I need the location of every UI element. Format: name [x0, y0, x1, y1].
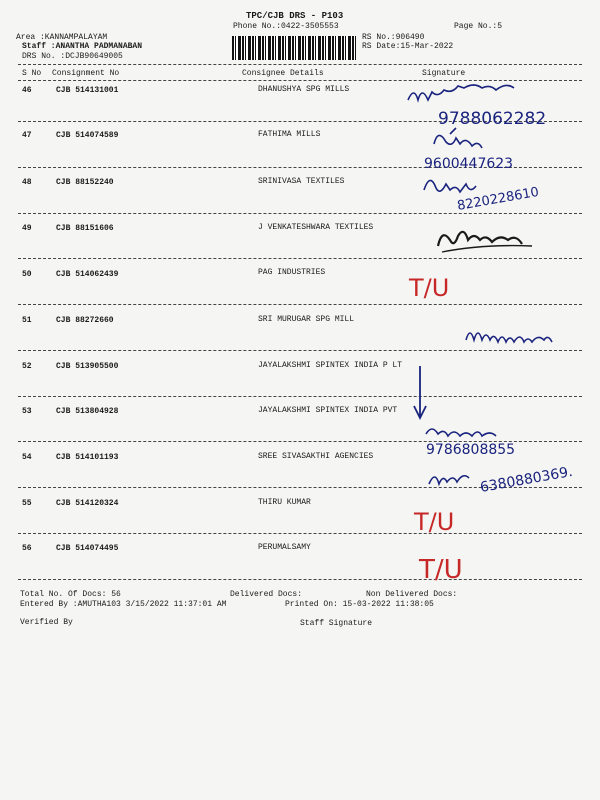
- tu-note-text: T/U: [419, 555, 463, 585]
- consignee-name: JAYALAKSHMI SPINTEX INDIA PVT: [258, 406, 398, 415]
- consignment-number: CJB 514120324: [56, 499, 119, 508]
- signature-row-48: [418, 170, 588, 214]
- consignee-name: SRINIVASA TEXTILES: [258, 177, 345, 186]
- header-rule-top: [18, 64, 582, 65]
- row-number: 46: [22, 86, 32, 95]
- consignment-number: CJB 88272660: [56, 316, 114, 325]
- consignment-number: CJB 88151606: [56, 224, 114, 233]
- tu-note-row-56: [415, 548, 495, 584]
- consignee-name: JAYALAKSHMI SPINTEX INDIA P LT: [258, 361, 403, 370]
- col-header-signature: Signature: [422, 69, 466, 78]
- row-number: 56: [22, 544, 32, 553]
- col-header-consignment: Consignment No: [52, 69, 120, 78]
- row-divider: [18, 258, 582, 259]
- delivered-docs: Delivered Docs:: [230, 590, 303, 599]
- consignment-number: CJB 88152240: [56, 178, 114, 187]
- consignee-name: J VENKATESHWARA TEXTILES: [258, 223, 374, 232]
- row-number: 49: [22, 224, 32, 233]
- staff-signature: Staff Signature: [300, 619, 373, 628]
- tu-note-text: T/U: [414, 508, 455, 536]
- consignee-name: THIRU KUMAR: [258, 498, 311, 507]
- non-delivered-docs: Non Delivered Docs:: [366, 590, 458, 599]
- page-number: Page No.:5: [454, 22, 503, 31]
- phone-text: 9788062282: [438, 109, 547, 129]
- signature-row-54: [425, 448, 600, 496]
- consignee-name: DHANUSHYA SPG MILLS: [258, 85, 350, 94]
- consignment-number: CJB 514062439: [56, 270, 119, 279]
- row-number: 54: [22, 453, 32, 462]
- tu-note-row-50: [405, 266, 475, 302]
- phone-number: Phone No.:0422-3505553: [233, 22, 339, 31]
- consignment-number: CJB 514074589: [56, 131, 119, 140]
- phone-text: 6380880369.: [478, 463, 574, 496]
- col-header-consignee: Consignee Details: [242, 69, 324, 78]
- rs-date: RS Date:15-Mar-2022: [362, 42, 454, 51]
- row-divider: [18, 304, 582, 305]
- consignment-number: CJB 513804928: [56, 407, 119, 416]
- verified-by: Verified By: [20, 618, 73, 627]
- tu-note-text: T/U: [409, 274, 450, 302]
- consignee-name: FATHIMA MILLS: [258, 130, 321, 139]
- signature-row-49: [432, 222, 552, 258]
- tu-note-row-55: [410, 500, 480, 536]
- staff-label: Staff :ANANTHA PADMANABAN: [22, 42, 143, 51]
- signature-row-51: [462, 320, 582, 346]
- consignee-name: PERUMALSAMY: [258, 543, 311, 552]
- row-number: 52: [22, 362, 32, 371]
- consignment-number: CJB 514131001: [56, 86, 119, 95]
- row-number: 47: [22, 131, 32, 140]
- consignee-name: PAG INDUSTRIES: [258, 268, 326, 277]
- row-divider: [18, 350, 582, 351]
- row-divider: [18, 533, 582, 534]
- row-divider: [18, 579, 582, 580]
- row-divider: [18, 396, 582, 397]
- row-number: 51: [22, 316, 32, 325]
- signature-row-46: [400, 78, 590, 130]
- phone-text: 9600447623: [424, 156, 514, 172]
- row-number: 53: [22, 407, 32, 416]
- row-number: 48: [22, 178, 32, 187]
- consignee-name: SRI MURUGAR SPG MILL: [258, 315, 355, 324]
- entered-by: Entered By :AMUTHA103 3/15/2022 11:37:01 AM: [20, 600, 227, 609]
- signature-row-47: [420, 124, 590, 174]
- phone-text: 8220228610: [456, 184, 541, 214]
- printed-on: Printed On: 15-03-2022 11:38:05: [285, 600, 434, 609]
- total-docs: Total No. Of Docs: 56: [20, 590, 121, 599]
- consignment-number: CJB 514101193: [56, 453, 119, 462]
- rs-number: RS No.:906490: [362, 33, 425, 42]
- row-number: 50: [22, 270, 32, 279]
- consignment-number: CJB 514074495: [56, 544, 119, 553]
- doc-title: TPC/CJB DRS - P103: [246, 11, 344, 21]
- consignee-name: SREE SIVASAKTHI AGENCIES: [258, 452, 374, 461]
- barcode: [232, 36, 356, 60]
- phone-text: 9786808855: [426, 442, 516, 458]
- row-number: 55: [22, 499, 32, 508]
- area-label: Area :KANNAMPALAYAM: [16, 33, 108, 42]
- ditto-arrow: [412, 362, 448, 424]
- consignment-number: CJB 513905500: [56, 362, 119, 371]
- drs-number: DRS No. :DCJB90649005: [22, 52, 123, 61]
- col-header-sno: S No: [22, 69, 42, 78]
